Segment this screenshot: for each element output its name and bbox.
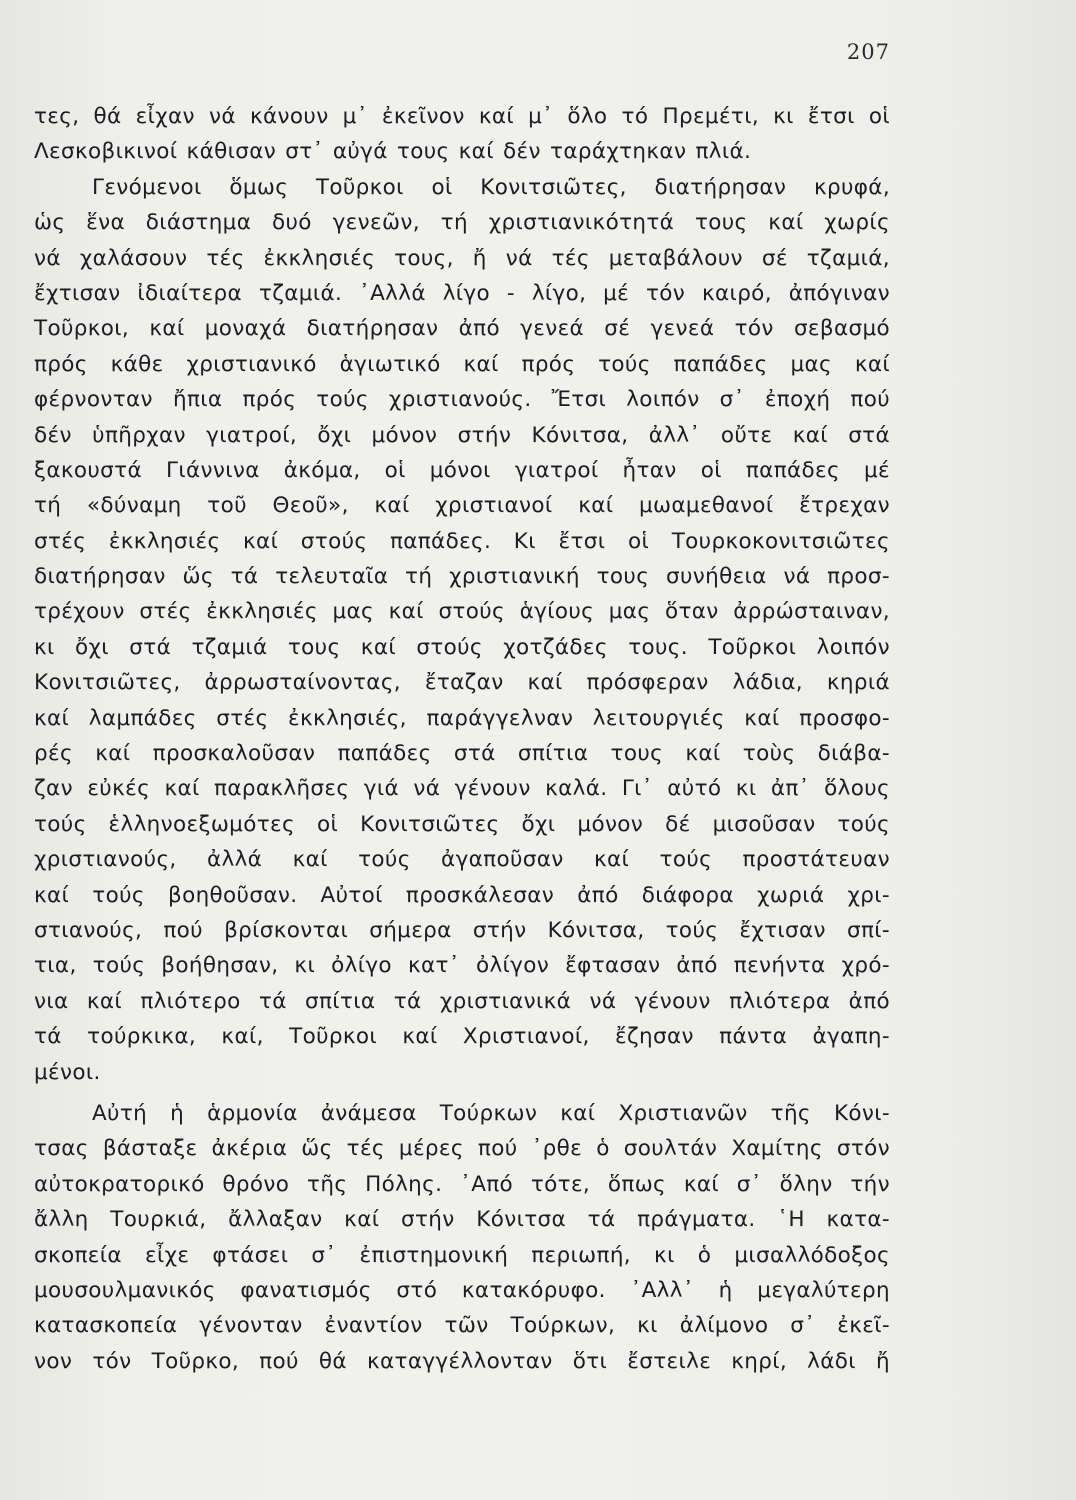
text-line: τά τούρκικα, καί, Τοῦρκοι καί Χριστιανοί, ἔζησαν πάντα ἀγαπη- <box>34 1024 890 1050</box>
text-line: κατασκοπεία γένονταν ἐναντίον τῶν Τούρκων, κι ἀλίμονο σ᾽ ἐκεῖ- <box>34 1313 890 1339</box>
text-line: μουσουλμανικός φανατισμός στό κατακόρυφο. ᾿Αλλ᾽ ἡ μεγαλύτερη <box>34 1277 890 1303</box>
text-line: Αὐτή ἡ ἁρμονία ἀνάμεσα Τούρκων καί Χριστιανῶν τῆς Κόνι- <box>92 1100 890 1126</box>
page-number: 207 <box>846 40 890 64</box>
text-line: Γενόμενοι ὅμως Τοῦρκοι οἱ Κονιτσιῶτες, διατήρησαν κρυφά, <box>92 174 890 200</box>
text-line: δέν ὑπῆρχαν γιατροί, ὄχι μόνον στήν Κόνιτσα, ἀλλ᾽ οὔτε καί στά <box>34 422 890 448</box>
text-line: νά χαλάσουν τές ἐκκλησιές τους, ἤ νά τές μεταβάλουν σέ τζαμιά, <box>34 245 890 271</box>
text-line: τρέχουν στές ἐκκλησιές μας καί στούς ἁγίους μας ὅταν ἀρρώσταιναν, <box>34 599 890 625</box>
paragraph-1 <box>34 99 890 170</box>
text-line: ἄλλη Τουρκιά, ἄλλαξαν καί στήν Κόνιτσα τά πράγματα. ῾Η κατα- <box>34 1207 890 1233</box>
text-line: χριστιανούς, ἀλλά καί τούς ἀγαποῦσαν καί τούς προστάτευαν <box>34 847 890 873</box>
text-line: Τοῦρκοι, καί μοναχά διατήρησαν ἀπό γενεά σέ γενεά τόν σεβασμό <box>34 316 890 342</box>
text-line: ὡς ἕνα διάστημα δυό γενεῶν, τή χριστιανικότητά τους καί χωρίς <box>34 210 890 236</box>
text-line: νια καί πλιότερο τά σπίτια τά χριστιανικά νά γένουν πλιότερα ἀπό <box>34 988 890 1014</box>
text-line: Κονιτσιῶτες, ἀρρωσταίνοντας, ἔταζαν καί πρόσφεραν λάδια, κηριά <box>34 670 890 696</box>
text-line: ζαν εὐκές καί παρακλῆσες γιά νά γένουν καλά. Γι᾽ αὐτό κι ἀπ᾽ ὅλους <box>34 776 890 802</box>
text-line: νον τόν Τοῦρκο, πού θά καταγγέλλονταν ὅτι ἔστειλε κηρί, λάδι ἤ <box>34 1348 890 1374</box>
text-line: τή «δύναμη τοῦ Θεοῦ», καί χριστιανοί καί μωαμεθανοί ἔτρεχαν <box>34 493 890 519</box>
text-line: πρός κάθε χριστιανικό ἁγιωτικό καί πρός τούς παπάδες μας καί <box>34 351 890 377</box>
body-text <box>34 99 890 1379</box>
paragraph-3 <box>34 1096 890 1379</box>
text-line: στές ἐκκλησιές καί στούς παπάδες. Κι ἔτσι οἱ Τουρκοκονιτσιῶτες <box>34 528 890 554</box>
paragraph-2 <box>34 170 890 1090</box>
text-line: ρές καί προσκαλοῦσαν παπάδες στά σπίτια τους καί τοὺς διάβα- <box>34 741 890 767</box>
text-line: τια, τούς βοήθησαν, κι ὀλίγο κατ᾽ ὀλίγον ἔφτασαν ἀπό πενήντα χρό- <box>34 953 890 979</box>
text-line: κι ὄχι στά τζαμιά τους καί στούς χοτζάδες τους. Τοῦρκοι λοιπόν <box>34 634 890 660</box>
text-line: καί λαμπάδες στές ἐκκλησιές, παράγγελναν λειτουργιές καί προσφο- <box>34 705 890 731</box>
text-line: σκοπεία εἶχε φτάσει σ᾽ ἐπιστημονική περιωπή, κι ὁ μισαλλόδοξος <box>34 1242 890 1268</box>
text-line: ξακουστά Γιάννινα ἀκόμα, οἱ μόνοι γιατροί ἦταν οἱ παπάδες μέ <box>34 457 890 483</box>
text-line: τούς ἑλληνοεξωμότες οἱ Κονιτσιῶτες ὄχι μόνον δέ μισοῦσαν τούς <box>34 811 890 837</box>
text-line: στιανούς, πού βρίσκονται σήμερα στήν Κόνιτσα, τούς ἔχτισαν σπί- <box>34 917 890 943</box>
text-line: τες, θά εἶχαν νά κάνουν μ᾽ ἐκεῖνον καί μ᾽ ὅλο τό Πρεμέτι, κι ἔτσι οἱ <box>34 104 890 129</box>
text-line: μένοι. <box>34 1059 101 1085</box>
text-line: ἔχτισαν ἰδιαίτερα τζαμιά. ᾿Αλλά λίγο - λίγο, μέ τόν καιρό, ἀπόγιναν <box>34 280 890 306</box>
text-line: καί τούς βοηθοῦσαν. Αὐτοί προσκάλεσαν ἀπό διάφορα χωριά χρι- <box>34 882 890 908</box>
text-line: διατήρησαν ὥς τά τελευταῖα τή χριστιανική τους συνήθεια νά προσ- <box>34 564 890 590</box>
text-line: Λεσκοβικινοί κάθισαν στ᾽ αὐγά τους καί δέν ταράχτηκαν πλιά. <box>34 139 752 165</box>
text-line: τσας βάσταξε ἀκέρια ὥς τές μέρες πού ᾽ρθε ὁ σουλτάν Χαμίτης στόν <box>34 1136 890 1162</box>
text-line: φέρνονταν ἤπια πρός τούς χριστιανούς. Ἔτσι λοιπόν σ᾽ ἐποχή πού <box>34 387 890 413</box>
text-line: αὐτοκρατορικό θρόνο τῆς Πόλης. ᾿Από τότε, ὅπως καί σ᾽ ὅλην τήν <box>34 1171 890 1197</box>
